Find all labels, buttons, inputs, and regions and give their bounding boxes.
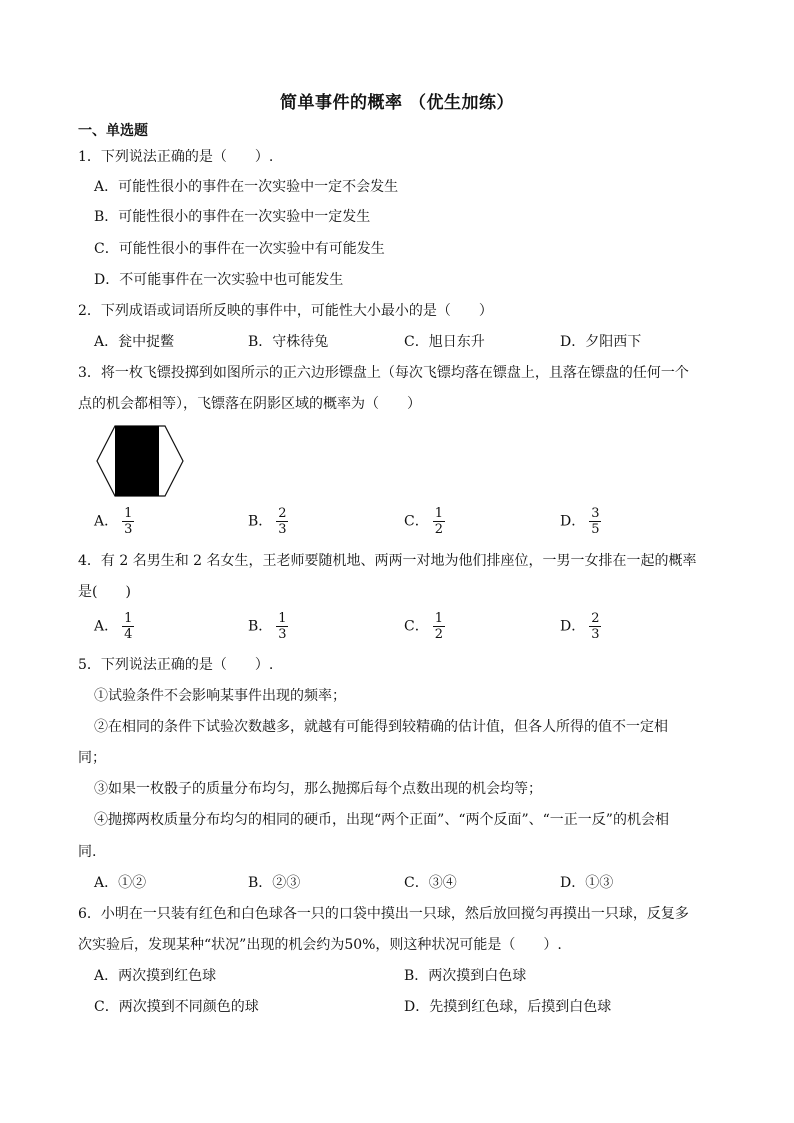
q1-stem: 1．下列说法正确的是（ ）. (78, 149, 274, 165)
q6-option-d: D．先摸到红色球，后摸到白色球 (404, 999, 612, 1015)
q5-statement-2: ②在相同的条件下试验次数越多，就越有可能得到较精确的估计值，但各人所得的值不一定相 (94, 719, 668, 735)
q3-option-b (248, 506, 289, 537)
q5-option-d: D．①③ (560, 875, 614, 891)
numerator: 2 (278, 506, 287, 521)
page-title: 简单事件的概率 （优生加练） (280, 93, 514, 113)
q4-option-d (560, 611, 602, 642)
denominator: 3 (124, 522, 133, 537)
denominator: 5 (591, 522, 600, 537)
q3-option-a-letter: A． (94, 513, 119, 530)
q1-option-c: C．可能性很小的事件在一次实验中有可能发生 (94, 241, 385, 257)
section-heading: 一、单选题 (78, 123, 148, 139)
q4-stem-line1: 4．有 2 名男生和 2 名女生，王老师要随机地、两两一对地为他们排座位，一男一女排在一起的概率 (78, 553, 697, 569)
fraction (433, 611, 445, 642)
denominator: 2 (434, 522, 443, 537)
q1-option-b: B．可能性很小的事件在一次实验中一定发生 (94, 209, 371, 225)
fraction (122, 506, 134, 537)
q1-option-d: D．不可能事件在一次实验中也可能发生 (94, 272, 344, 288)
denominator: 3 (591, 627, 600, 642)
q6-option-a: A．两次摸到红色球 (94, 968, 217, 984)
hexagon-dartboard-figure (95, 425, 185, 497)
numerator: 1 (278, 611, 287, 626)
denominator: 3 (278, 627, 287, 642)
q5-statement-1: ①试验条件不会影响某事件出现的频率； (94, 688, 346, 704)
q3-option-c-letter: C． (404, 513, 429, 530)
q3-option-d (560, 506, 602, 537)
numerator: 1 (434, 506, 443, 521)
q5-statement-2-cont: 同； (78, 750, 106, 766)
fraction (433, 506, 445, 537)
q6-option-b: B．两次摸到白色球 (404, 968, 527, 984)
q2-option-b: B．守株待兔 (248, 334, 329, 350)
shaded-region (115, 426, 159, 496)
q4-option-a (94, 611, 134, 642)
numerator: 2 (591, 611, 600, 626)
q4-option-d-letter: D． (560, 618, 586, 635)
q5-statement-4: ④抛掷两枚质量分布均匀的相同的硬币，出现“两个正面”、“两个反面”、“一正一反”的机会相 (94, 812, 669, 828)
numerator: 1 (124, 506, 133, 521)
numerator: 1 (124, 611, 133, 626)
q5-stem: 5．下列说法正确的是（ ）. (78, 657, 274, 673)
q5-statement-3: ③如果一枚骰子的质量分布均匀，那么抛掷后每个点数出现的机会均等； (94, 781, 542, 797)
fraction (122, 611, 134, 642)
q3-option-c (404, 506, 445, 537)
fraction (589, 506, 601, 537)
q4-option-b-letter: B． (248, 618, 273, 635)
numerator: 3 (591, 506, 600, 521)
q5-option-a: A．①② (94, 875, 147, 891)
fraction (276, 506, 288, 537)
q4-option-c-letter: C． (404, 618, 429, 635)
q4-stem-line2: 是( ) (78, 584, 131, 600)
denominator: 4 (124, 627, 133, 642)
q1-option-a: A．可能性很小的事件在一次实验中一定不会发生 (94, 179, 399, 195)
q6-option-c: C．两次摸到不同颜色的球 (94, 999, 259, 1015)
fraction (276, 611, 288, 642)
q2-stem: 2．下列成语或词语所反映的事件中，可能性大小最小的是（ ） (78, 303, 493, 319)
denominator: 3 (278, 522, 287, 537)
q3-option-b-letter: B． (248, 513, 273, 530)
q4-option-c (404, 611, 445, 642)
q2-option-a: A．瓮中捉鳖 (94, 334, 175, 350)
fraction (589, 611, 601, 642)
q5-statement-4-cont: 同. (78, 844, 97, 860)
q3-stem-line1: 3．将一枚飞镖投掷到如图所示的正六边形镖盘上（每次飞镖均落在镖盘上，且落在镖盘的任何一个 (78, 365, 689, 381)
denominator: 2 (434, 627, 443, 642)
q6-stem-line1: 6．小明在一只装有红色和白色球各一只的口袋中摸出一只球，然后放回搅匀再摸出一只球，反复多 (78, 906, 689, 922)
q4-option-a-letter: A． (94, 618, 119, 635)
q4-option-b (248, 611, 289, 642)
q5-option-b: B．②③ (248, 875, 301, 891)
q3-stem-line2: 点的机会都相等），飞镖落在阴影区域的概率为（ ） (78, 396, 421, 412)
numerator: 1 (434, 611, 443, 626)
q3-option-a (94, 506, 134, 537)
q2-option-d: D．夕阳西下 (560, 334, 642, 350)
q3-option-d-letter: D． (560, 513, 586, 530)
q2-option-c: C．旭日东升 (404, 334, 485, 350)
q5-option-c: C．③④ (404, 875, 457, 891)
q6-stem-line2: 次实验后，发现某种“状况”出现的机会约为50%，则这种状况可能是（ ）. (78, 937, 562, 953)
